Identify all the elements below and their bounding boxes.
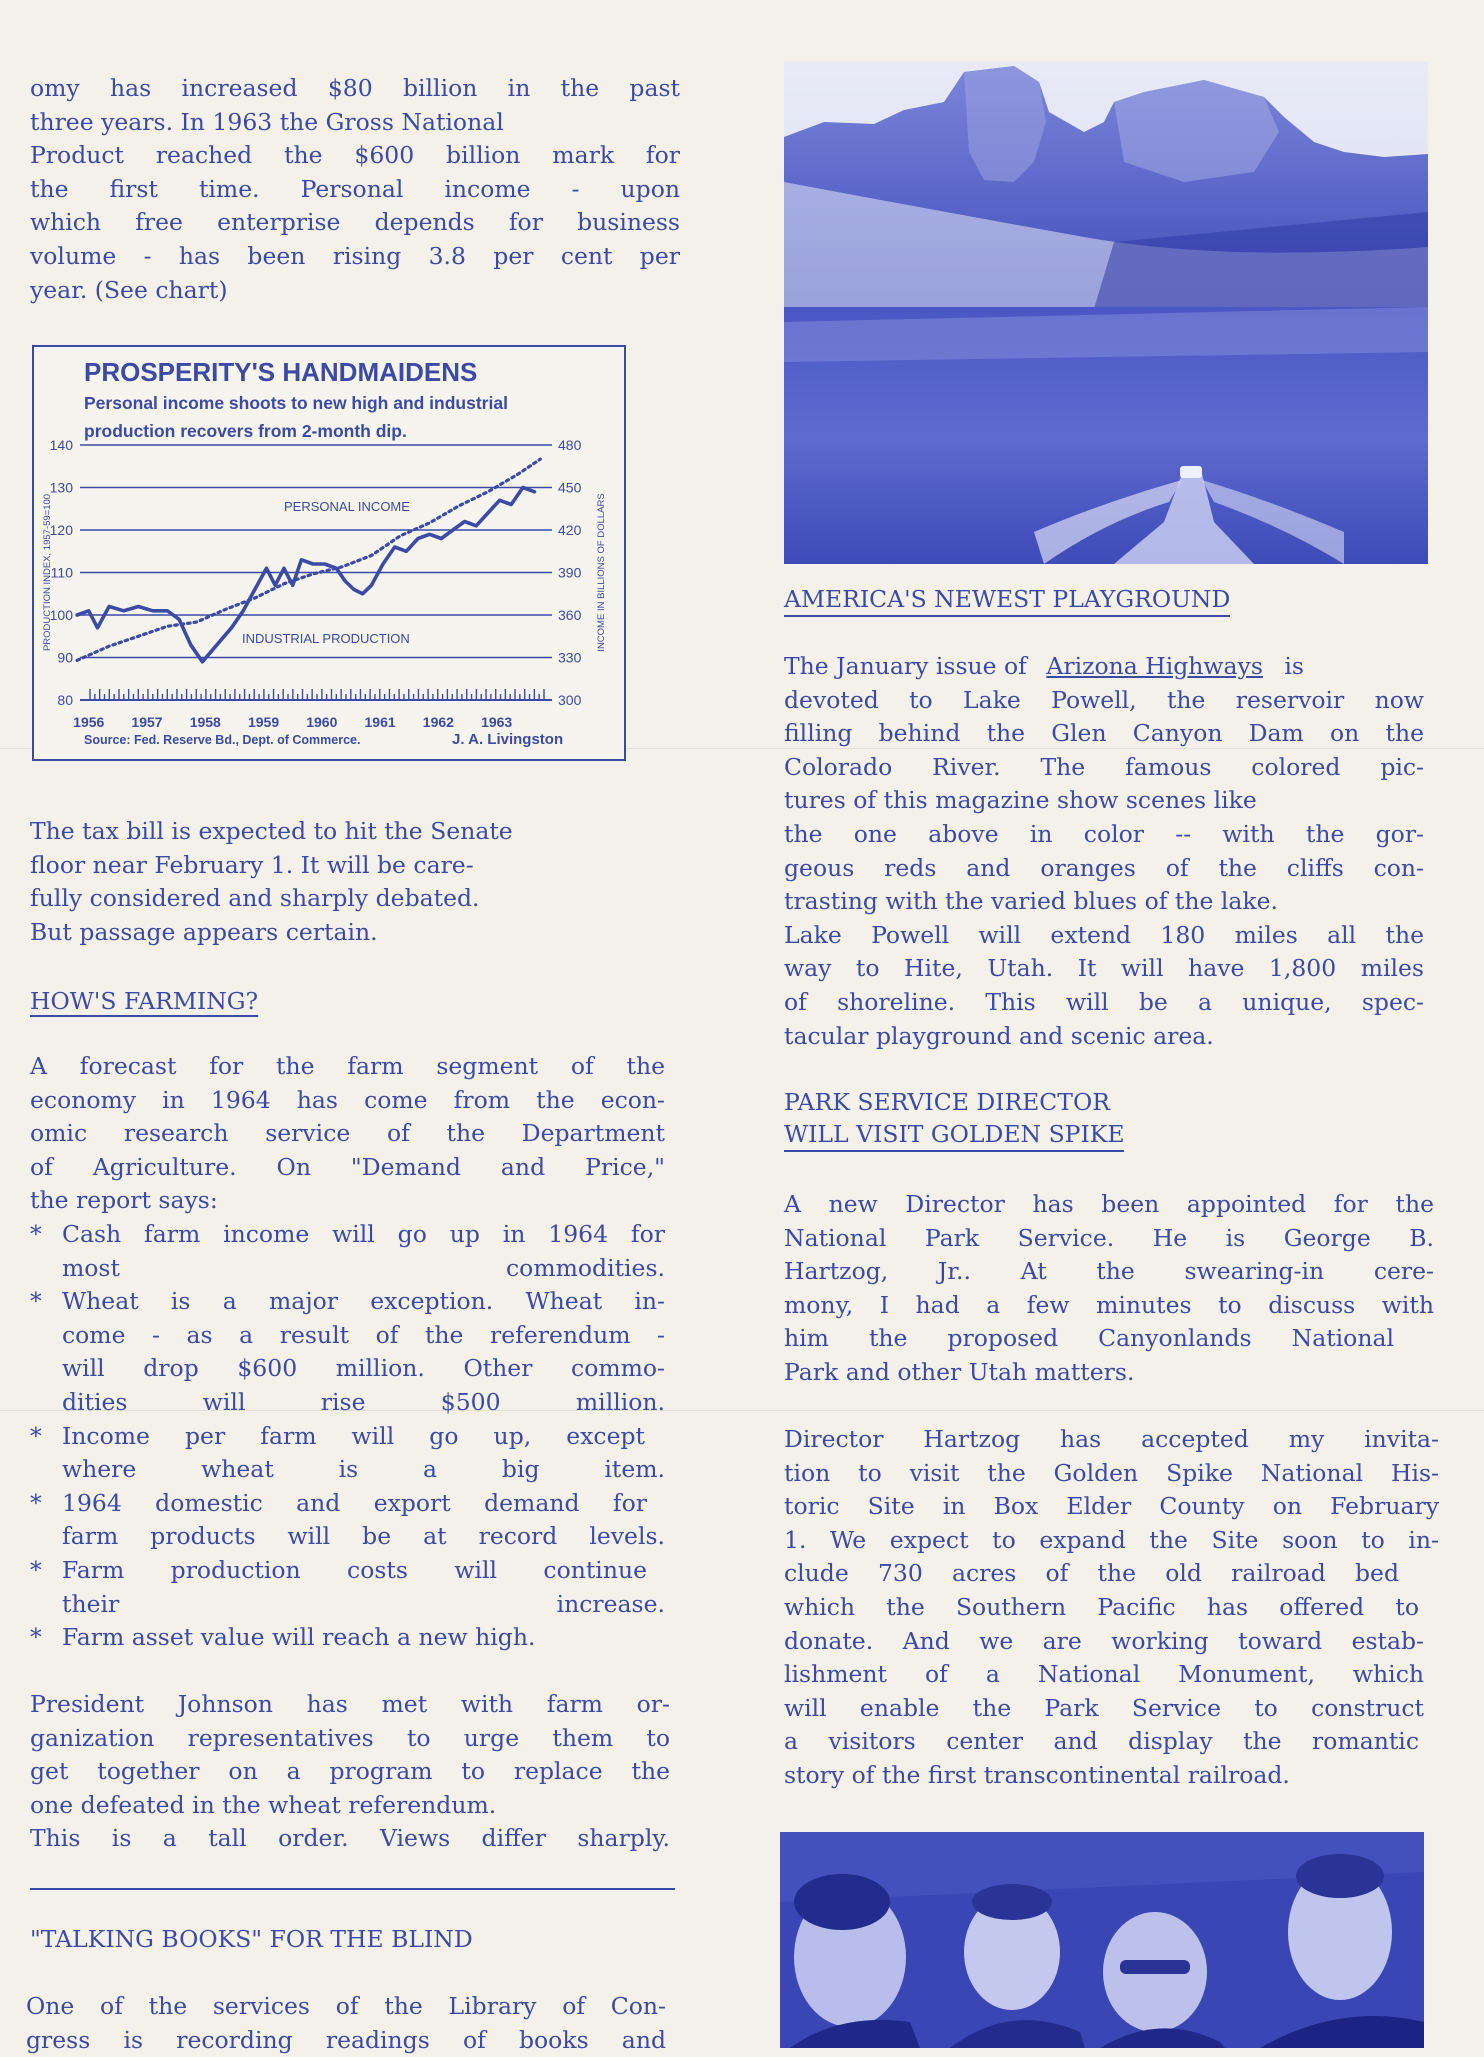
talking-books-body <box>26 1990 666 2057</box>
bullet-text <box>62 1487 665 1554</box>
text-line: one defeated in the wheat referendum. <box>30 1789 670 1823</box>
text-line: get together on a program to replace the <box>30 1755 670 1789</box>
bullet-mark: * <box>30 1218 62 1285</box>
text-line: will drop $600 million. Other commo- <box>62 1352 665 1386</box>
ceremony-photo <box>780 1832 1424 2048</box>
bullet-item <box>30 1218 665 1285</box>
text-line: where wheat is a big item. <box>62 1453 665 1487</box>
text-line: Hartzog, Jr.. At the swearing-in cere- <box>784 1255 1434 1289</box>
text-line: 1964 domestic and export demand for <box>62 1487 665 1521</box>
left-tick-label: 90 <box>57 650 73 666</box>
industrial-production-label: INDUSTRIAL PRODUCTION <box>242 631 410 646</box>
text-line <box>784 650 1424 684</box>
left-tick-label: 140 <box>50 437 74 453</box>
text-line: toric Site in Box Elder County on February <box>784 1490 1439 1524</box>
park-intro <box>784 1188 1434 1390</box>
x-tick-label: 1956 <box>73 714 104 730</box>
text-line: omic research service of the Department <box>30 1117 665 1151</box>
text-line: President Johnson has met with farm or- <box>30 1688 670 1722</box>
text-line: which the Southern Pacific has offered to <box>784 1591 1419 1625</box>
text-line: But passage appears certain. <box>30 916 650 950</box>
bullet-item <box>30 1554 665 1621</box>
text-line: 1. We expect to expand the Site soon to in- <box>784 1524 1439 1558</box>
text-line: clude 730 acres of the old railroad bed <box>784 1557 1399 1591</box>
talking-books-heading: "TALKING BOOKS" FOR THE BLIND <box>30 1923 680 1957</box>
x-tick-label: 1958 <box>190 714 221 730</box>
text-line: donate. And we are working toward estab- <box>784 1625 1424 1659</box>
text-line: volume - has been rising 3.8 per cent per <box>30 240 680 274</box>
bullet-mark: * <box>30 1487 62 1554</box>
bullet-text <box>62 1554 665 1621</box>
ceremony-image <box>780 1832 1424 2048</box>
text-line: Cash farm income will go up in 1964 for <box>62 1218 665 1252</box>
text-line: mony, I had a few minutes to discuss with <box>784 1289 1434 1323</box>
prosperity-chart <box>32 345 626 761</box>
bullet-item <box>30 1487 665 1554</box>
text-line: Wheat is a major exception. Wheat in- <box>62 1285 665 1319</box>
text-line: the report says: <box>30 1184 665 1218</box>
x-tick-label: 1960 <box>306 714 337 730</box>
text-line: lishment of a National Monument, which <box>784 1658 1424 1692</box>
right-tick-label: 330 <box>558 650 582 666</box>
text-line: geous reds and oranges of the cliffs con- <box>784 852 1424 886</box>
right-tick-label: 480 <box>558 437 582 453</box>
x-tick-label: 1961 <box>365 714 396 730</box>
text-line: omy has increased $80 billion in the past <box>30 72 680 106</box>
text-line: him the proposed Canyonlands National <box>784 1322 1394 1356</box>
text-line: which free enterprise depends for business <box>30 206 680 240</box>
text-line: way to Hite, Utah. It will have 1,800 miles <box>784 952 1424 986</box>
bullet-mark: * <box>30 1420 62 1487</box>
bullet-text <box>62 1621 665 1655</box>
text-line: Farm asset value will reach a new high. <box>62 1621 665 1655</box>
text-line: fully considered and sharply debated. <box>30 882 650 916</box>
text-line: floor near February 1. It will be care- <box>30 849 650 883</box>
text-line: trasting with the varied blues of the lake. <box>784 885 1424 919</box>
left-tick-label: 110 <box>51 565 74 581</box>
text-line: story of the first transcontinental railroad. <box>784 1759 1439 1793</box>
left-axis-label: PRODUCTION INDEX, 1957-59=100 <box>42 494 53 651</box>
park-heading-line: WILL VISIT GOLDEN SPIKE <box>784 1118 1124 1152</box>
x-tick-label: 1957 <box>131 714 162 730</box>
section-divider <box>30 1888 675 1890</box>
x-tick-label: 1963 <box>481 714 512 730</box>
left-tick-label: 120 <box>50 522 74 538</box>
tax-bill-paragraph <box>30 815 650 949</box>
left-tick-label: 80 <box>57 692 73 708</box>
right-tick-label: 420 <box>558 522 582 538</box>
bullet-item <box>30 1621 665 1655</box>
text-line: Income per farm will go up, except <box>62 1420 665 1454</box>
text-line: The tax bill is expected to hit the Senate <box>30 815 650 849</box>
playground-heading: AMERICA'S NEWEST PLAYGROUND <box>784 583 1230 617</box>
farming-section <box>30 985 680 1019</box>
bullet-text <box>62 1218 665 1285</box>
park-heading-wrap <box>784 1086 1444 1152</box>
chart-credit: J. A. Livingston <box>452 731 563 748</box>
bullet-mark: * <box>30 1621 62 1655</box>
chart-plot <box>34 347 624 759</box>
text-line: of Agriculture. On "Demand and Price," <box>30 1151 665 1185</box>
johnson-paragraph <box>30 1688 670 1856</box>
text-line: Lake Powell will extend 180 miles all the <box>784 919 1424 953</box>
text-line: National Park Service. He is George B. <box>784 1222 1434 1256</box>
magazine-title: Arizona Highways <box>1046 652 1263 680</box>
text-line: most commodities. <box>62 1252 665 1286</box>
text-line: farm products will be at record levels. <box>62 1520 665 1554</box>
hartzog-paragraph <box>784 1423 1439 1793</box>
text-line: A forecast for the farm segment of the <box>30 1050 665 1084</box>
text-line: tacular playground and scenic area. <box>784 1020 1424 1054</box>
text-line: three years. In 1963 the Gross National <box>30 106 680 140</box>
chart-title: PROSPERITY'S HANDMAIDENS <box>84 357 477 388</box>
text-line: A new Director has been appointed for the <box>784 1188 1434 1222</box>
x-tick-label: 1959 <box>248 714 279 730</box>
lake-powell-image <box>784 62 1428 564</box>
text-line: economy in 1964 has come from the econ- <box>30 1084 665 1118</box>
chart-subtitle: Personal income shoots to new high and industrial production recovers from 2-month dip. <box>84 389 584 445</box>
farming-body <box>30 1050 665 1655</box>
bullet-text <box>62 1420 665 1487</box>
right-axis-label: INCOME IN BILLIONS OF DOLLARS <box>596 493 607 651</box>
text-line: Park and other Utah matters. <box>784 1356 1434 1390</box>
left-intro <box>30 72 680 307</box>
text-line: Director Hartzog has accepted my invita- <box>784 1423 1439 1457</box>
left-tick-label: 100 <box>50 607 74 623</box>
playground-heading-wrap <box>784 583 1444 617</box>
text-line: This is a tall order. Views differ sharply. <box>30 1822 670 1856</box>
text-line: of shoreline. This will be a unique, spec- <box>784 986 1424 1020</box>
text-line: filling behind the Glen Canyon Dam on the <box>784 717 1424 751</box>
magazine-before: The January issue of <box>784 652 1027 680</box>
playground-body <box>784 650 1424 1053</box>
text-line: Farm production costs will continue <box>62 1554 665 1588</box>
right-tick-label: 450 <box>558 480 582 496</box>
text-line: gress is recording readings of books and <box>26 2024 666 2057</box>
right-tick-label: 360 <box>558 607 582 623</box>
park-heading-line: PARK SERVICE DIRECTOR <box>784 1086 1444 1118</box>
personal-income-label: PERSONAL INCOME <box>284 499 410 514</box>
lake-powell-photo <box>784 62 1428 564</box>
text-line: come - as a result of the referendum - <box>62 1319 665 1353</box>
text-line: a visitors center and display the romantic <box>784 1725 1419 1759</box>
text-line: the one above in color -- with the gor- <box>784 818 1424 852</box>
text-line: will enable the Park Service to construct <box>784 1692 1424 1726</box>
text-line: the first time. Personal income - upon <box>30 173 680 207</box>
farming-heading: HOW'S FARMING? <box>30 985 680 1019</box>
bullet-item <box>30 1420 665 1487</box>
text-line: dities will rise $500 million. <box>62 1386 665 1420</box>
text-line: ganization representatives to urge them to <box>30 1722 670 1756</box>
text-line: Product reached the $600 billion mark for <box>30 139 680 173</box>
bullet-item <box>30 1285 665 1419</box>
magazine-after: is <box>1284 652 1304 680</box>
chart-source: Source: Fed. Reserve Bd., Dept. of Commerce. <box>84 733 360 747</box>
bullet-mark: * <box>30 1285 62 1419</box>
text-line: devoted to Lake Powell, the reservoir now <box>784 684 1424 718</box>
right-tick-label: 300 <box>558 692 582 708</box>
text-line: Colorado River. The famous colored pic- <box>784 751 1424 785</box>
text-line: year. (See chart) <box>30 274 680 308</box>
text-line: One of the services of the Library of Con- <box>26 1990 666 2024</box>
text-line: their increase. <box>62 1588 665 1622</box>
bullet-mark: * <box>30 1554 62 1621</box>
text-line: tures of this magazine show scenes like <box>784 784 1424 818</box>
right-tick-label: 390 <box>558 565 582 581</box>
bullet-text <box>62 1285 665 1419</box>
text-line: tion to visit the Golden Spike National His- <box>784 1457 1439 1491</box>
left-tick-label: 130 <box>50 480 74 496</box>
x-tick-label: 1962 <box>423 714 454 730</box>
